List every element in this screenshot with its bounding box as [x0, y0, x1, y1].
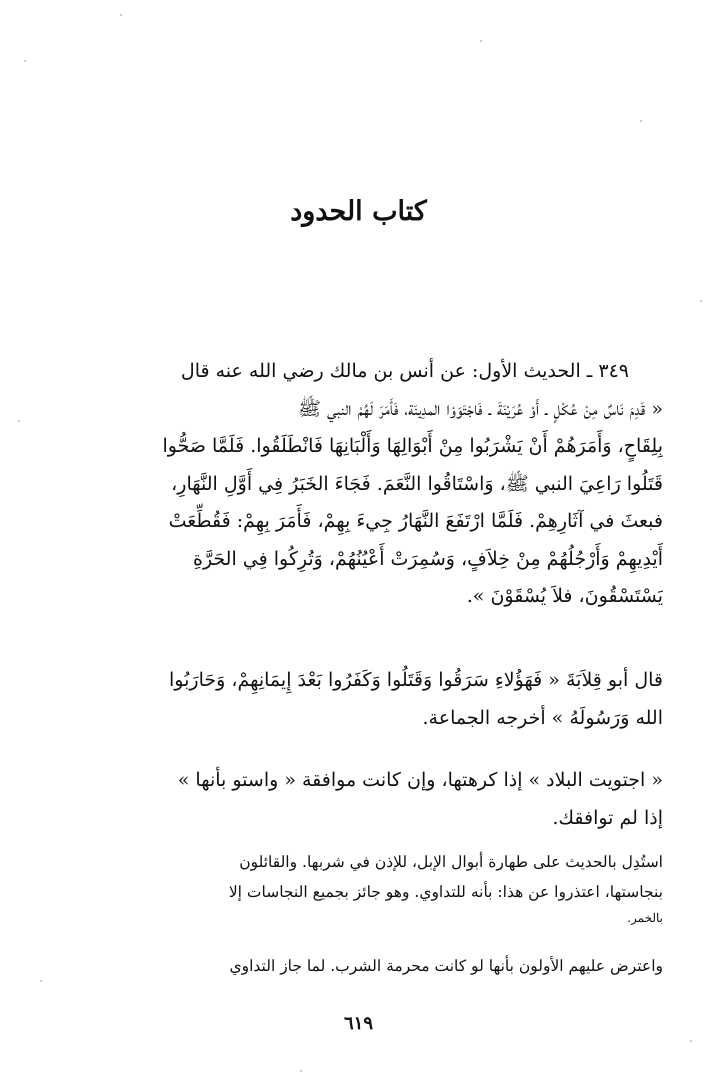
book-title: كتاب الحدود	[290, 196, 427, 227]
hadith-paragraph	[66, 353, 663, 616]
scan-speck	[120, 14, 122, 16]
paragraph-line: الله وَرَسُولَهُ » أخرجه الجماعة.	[422, 707, 663, 729]
paragraph-line: إذا لم توافقك.	[552, 807, 663, 829]
scan-speck	[640, 120, 642, 122]
paragraph-line: « اجتويت البلاد » إذا كرهتها، وإن كانت موافقة « واستو بأنها »	[177, 769, 663, 791]
vocabulary-paragraph	[66, 761, 663, 837]
commentary-line: واعترض عليهم الأولون بأنها لو كانت محرمة الشرب. لما جاز التداوي	[229, 957, 663, 975]
paragraph-line: قال أبو قِلاَبَةَ « فَهَؤُلاءِ سَرَقُوا وَقَتَلُوا وَكَفَرُوا بَعْدَ إِيمَانِهِمْ، وَحَارَبُوا	[169, 669, 663, 691]
commentary-line: بالخمر.	[627, 911, 663, 925]
scan-speck	[690, 1040, 692, 1042]
hadith-line: يَسْتَسْقُونَ، فلاَ يُسْقَوْنَ ».	[466, 585, 663, 607]
scan-speck	[24, 60, 26, 62]
hadith-line: فبعثَ في آثَارِهِمْ. فَلَمَّا ارْتَفَعَ النَّهَارُ جِيءَ بِهِمْ، فَأَمَرَ بِهِمْ: فَقُطِّعَتْ	[168, 510, 663, 532]
scan-speck	[480, 40, 482, 42]
hadith-line: بِلِقَاحٍ، وَأَمَرَهُمْ أَنْ يَشْرَبُوا مِنْ أَبْوَالِهَا وَأَلْبَانِهَا فَانْطَلَقُوا. فَلَمَّا صَحُّوا	[162, 435, 663, 457]
commentary-paragraph	[66, 847, 663, 929]
commentary-line: استُدِل بالحديث على طهارة أبوال الإبل، للإذن في شربها. والقائلون	[239, 853, 663, 871]
scan-speck	[700, 300, 702, 302]
hadith-line: أَيْدِيهِمْ وَأَرْجُلُهُمْ مِنْ خِلاَفٍ، وَسُمِرَتْ أَعْيُنُهُمْ، وَتُرِكُوا فِي الحَرَّةِ	[192, 547, 663, 570]
scan-speck	[18, 420, 20, 422]
scan-speck	[300, 1070, 302, 1072]
commentary-line: بنجاستها، اعتذروا عن هذا: بأنه للتداوي. وهو جائز بجميع النجاسات إلا	[228, 883, 663, 901]
abu-qilaba-paragraph	[66, 661, 663, 737]
scan-speck	[40, 980, 42, 982]
hadith-line: « قَدِمَ نَاسٌ مِنْ عُكْلٍ ـ أَوْ عُرَيْنَةَ ـ فَاجْتَوَوْا المدِينَة، فَأَمَرَ لَهُمْ النبي ﷺ	[297, 397, 663, 420]
page-number: ٦١٩	[343, 1013, 373, 1034]
hadith-line: قَتَلُوا رَاعِيَ النبي ﷺ، وَاسْتَاقُوا النَّعَمَ. فَجَاءَ الخَبَرُ فِي أَوَّلِ النَّهَارِ،	[171, 472, 663, 495]
hadith-line: ٣٤٩ ـ الحديث الأول: عن أنس بن مالك رضي الله عنه قال	[180, 360, 629, 382]
commentary-paragraph-2	[66, 951, 663, 981]
